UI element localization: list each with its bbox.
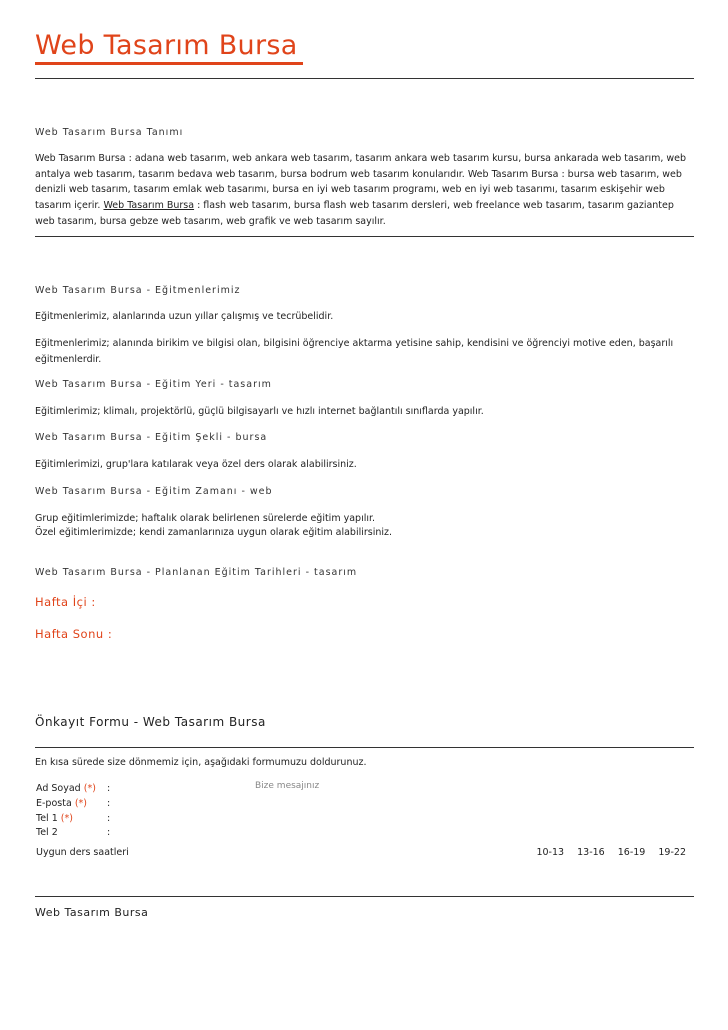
section-heading-egitim-yeri: Web Tasarım Bursa - Eğitim Yeri - tasarım [35, 379, 272, 390]
section-heading-tanim: Web Tasarım Bursa Tanımı [35, 127, 184, 138]
section-heading-egitim-zamani: Web Tasarım Bursa - Eğitim Zamanı - web [35, 486, 273, 497]
required-mark: (*) [83, 783, 96, 794]
form-intro: En kısa sürede size dönmemiz için, aşağıdaki formumuzu doldurunuz. [35, 757, 367, 768]
ad-soyad-label: Ad Soyad (*) [36, 783, 96, 794]
tel1-label: Tel 1 (*) [36, 813, 73, 824]
required-mark: (*) [60, 813, 73, 824]
site-title: Web Tasarım Bursa [35, 30, 298, 61]
section-heading-egitim-sekli: Web Tasarım Bursa - Eğitim Şekli - bursa [35, 432, 268, 443]
footer-title: Web Tasarım Bursa [35, 906, 149, 919]
header-divider [35, 78, 694, 79]
tel2-input[interactable] [116, 825, 236, 839]
egitmenler-text-1: Eğitmenlerimiz, alanlarında uzun yıllar çalışmış ve tecrübelidir. [35, 311, 334, 322]
title-underline [35, 62, 303, 65]
hafta-ici-label: Hafta İçi : [35, 595, 96, 609]
hafta-sonu-label: Hafta Sonu : [35, 627, 113, 641]
message-textarea[interactable] [255, 781, 455, 839]
time-slot-10-13[interactable]: 10-13 [536, 847, 565, 858]
time-slot-options [526, 847, 686, 858]
footer-divider [35, 896, 694, 897]
eposta-input[interactable] [116, 796, 236, 810]
egitim-zamani-text-1: Grup eğitimlerimizde; haftalık olarak belirlenen sürelerde eğitim yapılır. [35, 513, 376, 524]
time-slot-16-19[interactable]: 16-19 [617, 847, 646, 858]
form-title: Önkayıt Formu - Web Tasarım Bursa [35, 715, 266, 729]
section-divider [35, 236, 694, 237]
eposta-label: E-posta (*) [36, 798, 87, 809]
required-mark: (*) [74, 798, 87, 809]
tel1-input[interactable] [116, 811, 236, 825]
tel2-label: Tel 2 [36, 827, 58, 838]
egitmenler-text-2: Eğitmenlerimiz; alanında birikim ve bilgisi olan, bilgisini öğrenciye aktarma yetisine sahip, kendisini ve öğrenciyi motive eden, başarılı eğitmenlerdir. [35, 338, 674, 365]
web-tasarim-bursa-link[interactable]: Web Tasarım Bursa [103, 200, 195, 212]
uygun-ders-saatleri-label: Uygun ders saatleri [36, 847, 129, 858]
egitim-yeri-text: Eğitimlerimiz; klimalı, projektörlü, güçlü bilgisayarlı ve hızlı internet bağlantılı sınıflarda yapılır. [35, 406, 484, 417]
form-divider [35, 747, 694, 748]
egitim-sekli-text: Eğitimlerimizi, grup'lara katılarak veya özel ders olarak alabilirsiniz. [35, 459, 357, 470]
time-slot-13-16[interactable]: 13-16 [577, 847, 605, 858]
section-text-tanim: Web Tasarım Bursa : adana web tasarım, web ankara web tasarım, tasarım ankara web tasarım kursu, bursa ankarada web tasarım, web antalya web tasarım, tasarım bedava web tasarım, bursa bodrum web tasarım konularıdır. Web Tasarım Bursa : bursa web tasarım, web denizli web tasarım, tasarım emlak web tasarımı, bursa en iyi web tasarım programı, web en iyi web tasarımı, tasarım eskişehir web tasarım içerir. Web Tasarım Bursa : flash web tasarım, bursa flash web tasarım dersleri, web freelance web tasarım, tasarım gaziantep web tasarım, bursa gebze web tasarım, web grafik ve web tasarım sayılır. [35, 153, 687, 227]
egitim-zamani-text-2: Özel eğitimlerimizde; kendi zamanlarınıza uygun olarak eğitim alabilirsiniz. [35, 527, 393, 538]
section-heading-egitmenler: Web Tasarım Bursa - Eğitmenlerimiz [35, 285, 241, 296]
section-heading-egitim-tarihleri: Web Tasarım Bursa - Planlanan Eğitim Tarihleri - tasarım [35, 567, 358, 578]
ad-soyad-input[interactable] [116, 781, 236, 795]
time-slot-19-22[interactable]: 19-22 [658, 847, 686, 858]
